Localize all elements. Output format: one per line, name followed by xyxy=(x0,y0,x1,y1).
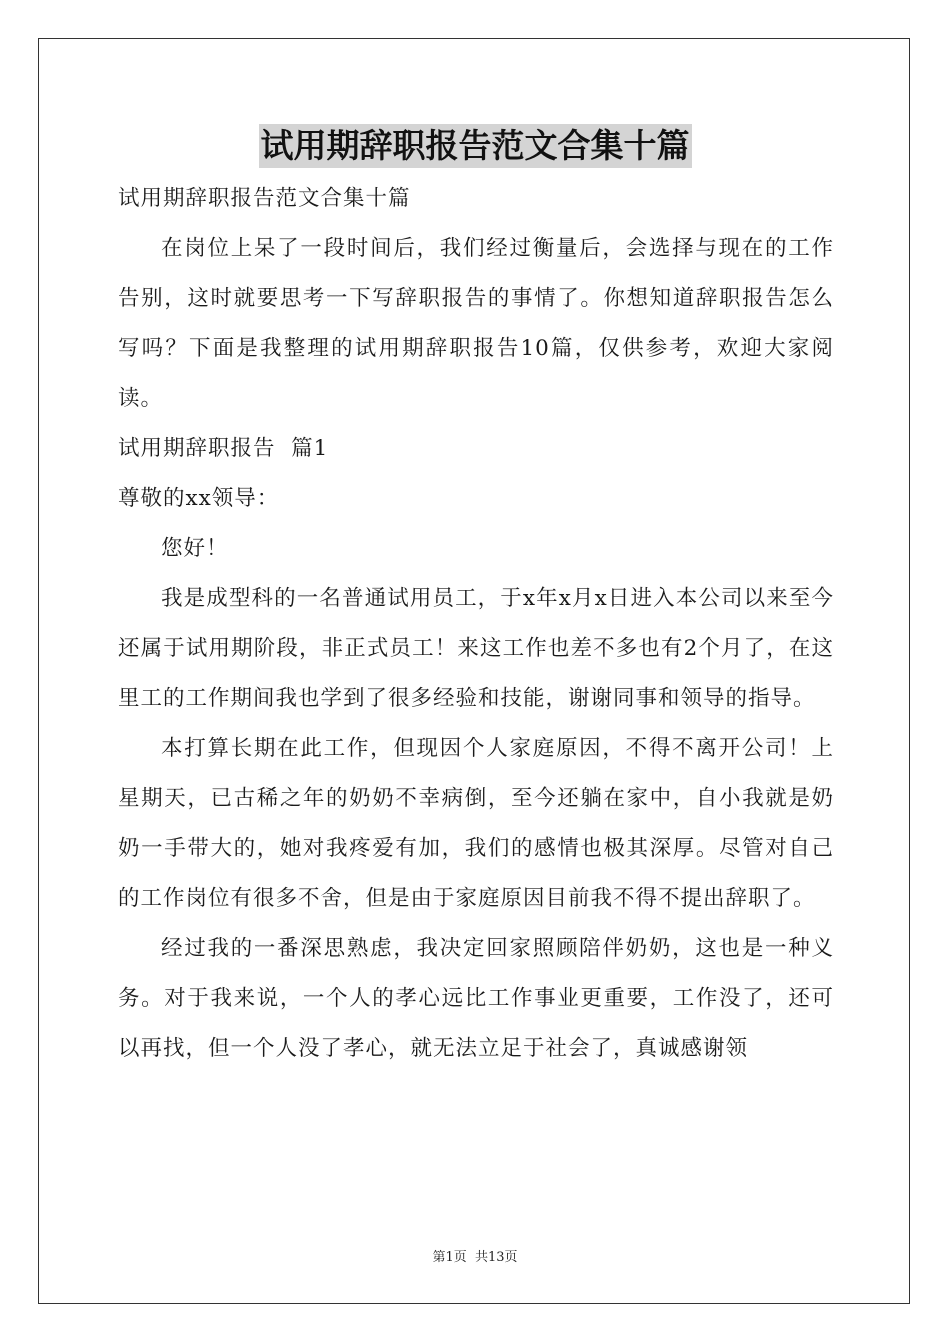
document-title-block xyxy=(0,124,950,168)
page-indicator: 第1页 共13页 xyxy=(432,1250,518,1265)
document-subtitle: 试用期辞职报告范文合集十篇 xyxy=(118,186,411,211)
greeting: 您好！ xyxy=(161,536,229,561)
salutation: 尊敬的xx领导： xyxy=(118,486,280,511)
body-paragraph-1: 我是成型科的一名普通试用员工，于x年x月x日进入本公司以来至今还属于试用期阶段，非正式员工！来这工作也差不多也有2个月了，在这里工的工作期间我也学到了很多经验和技能，谢谢同事和领导的指导。 xyxy=(118,586,834,711)
body-paragraph-2: 本打算长期在此工作，但现因个人家庭原因，不得不离开公司！上星期天，已古稀之年的奶奶不幸病倒，至今还躺在家中，自小我就是奶奶一手带大的，她对我疼爱有加，我们的感情也极其深厚。尽管对自己的工作岗位有很多不舍，但是由于家庭原因目前我不得不提出辞职了。 xyxy=(118,736,834,911)
page-footer xyxy=(0,1246,950,1265)
body-paragraph-3: 经过我的一番深思熟虑，我决定回家照顾陪伴奶奶，这也是一种义务。对于我来说，一个人的孝心远比工作事业更重要，工作没了，还可以再找，但一个人没了孝心，就无法立足于社会了，真诚感谢领 xyxy=(118,936,834,1061)
section-heading: 试用期辞职报告 篇1 xyxy=(118,436,329,461)
document-title: 试用期辞职报告范文合集十篇 xyxy=(259,124,692,168)
document-body xyxy=(118,174,834,1074)
intro-paragraph: 在岗位上呆了一段时间后，我们经过衡量后，会选择与现在的工作告别，这时就要思考一下写辞职报告的事情了。你想知道辞职报告怎么写吗？下面是我整理的试用期辞职报告10篇，仅供参考，欢迎大家阅读。 xyxy=(118,236,834,411)
